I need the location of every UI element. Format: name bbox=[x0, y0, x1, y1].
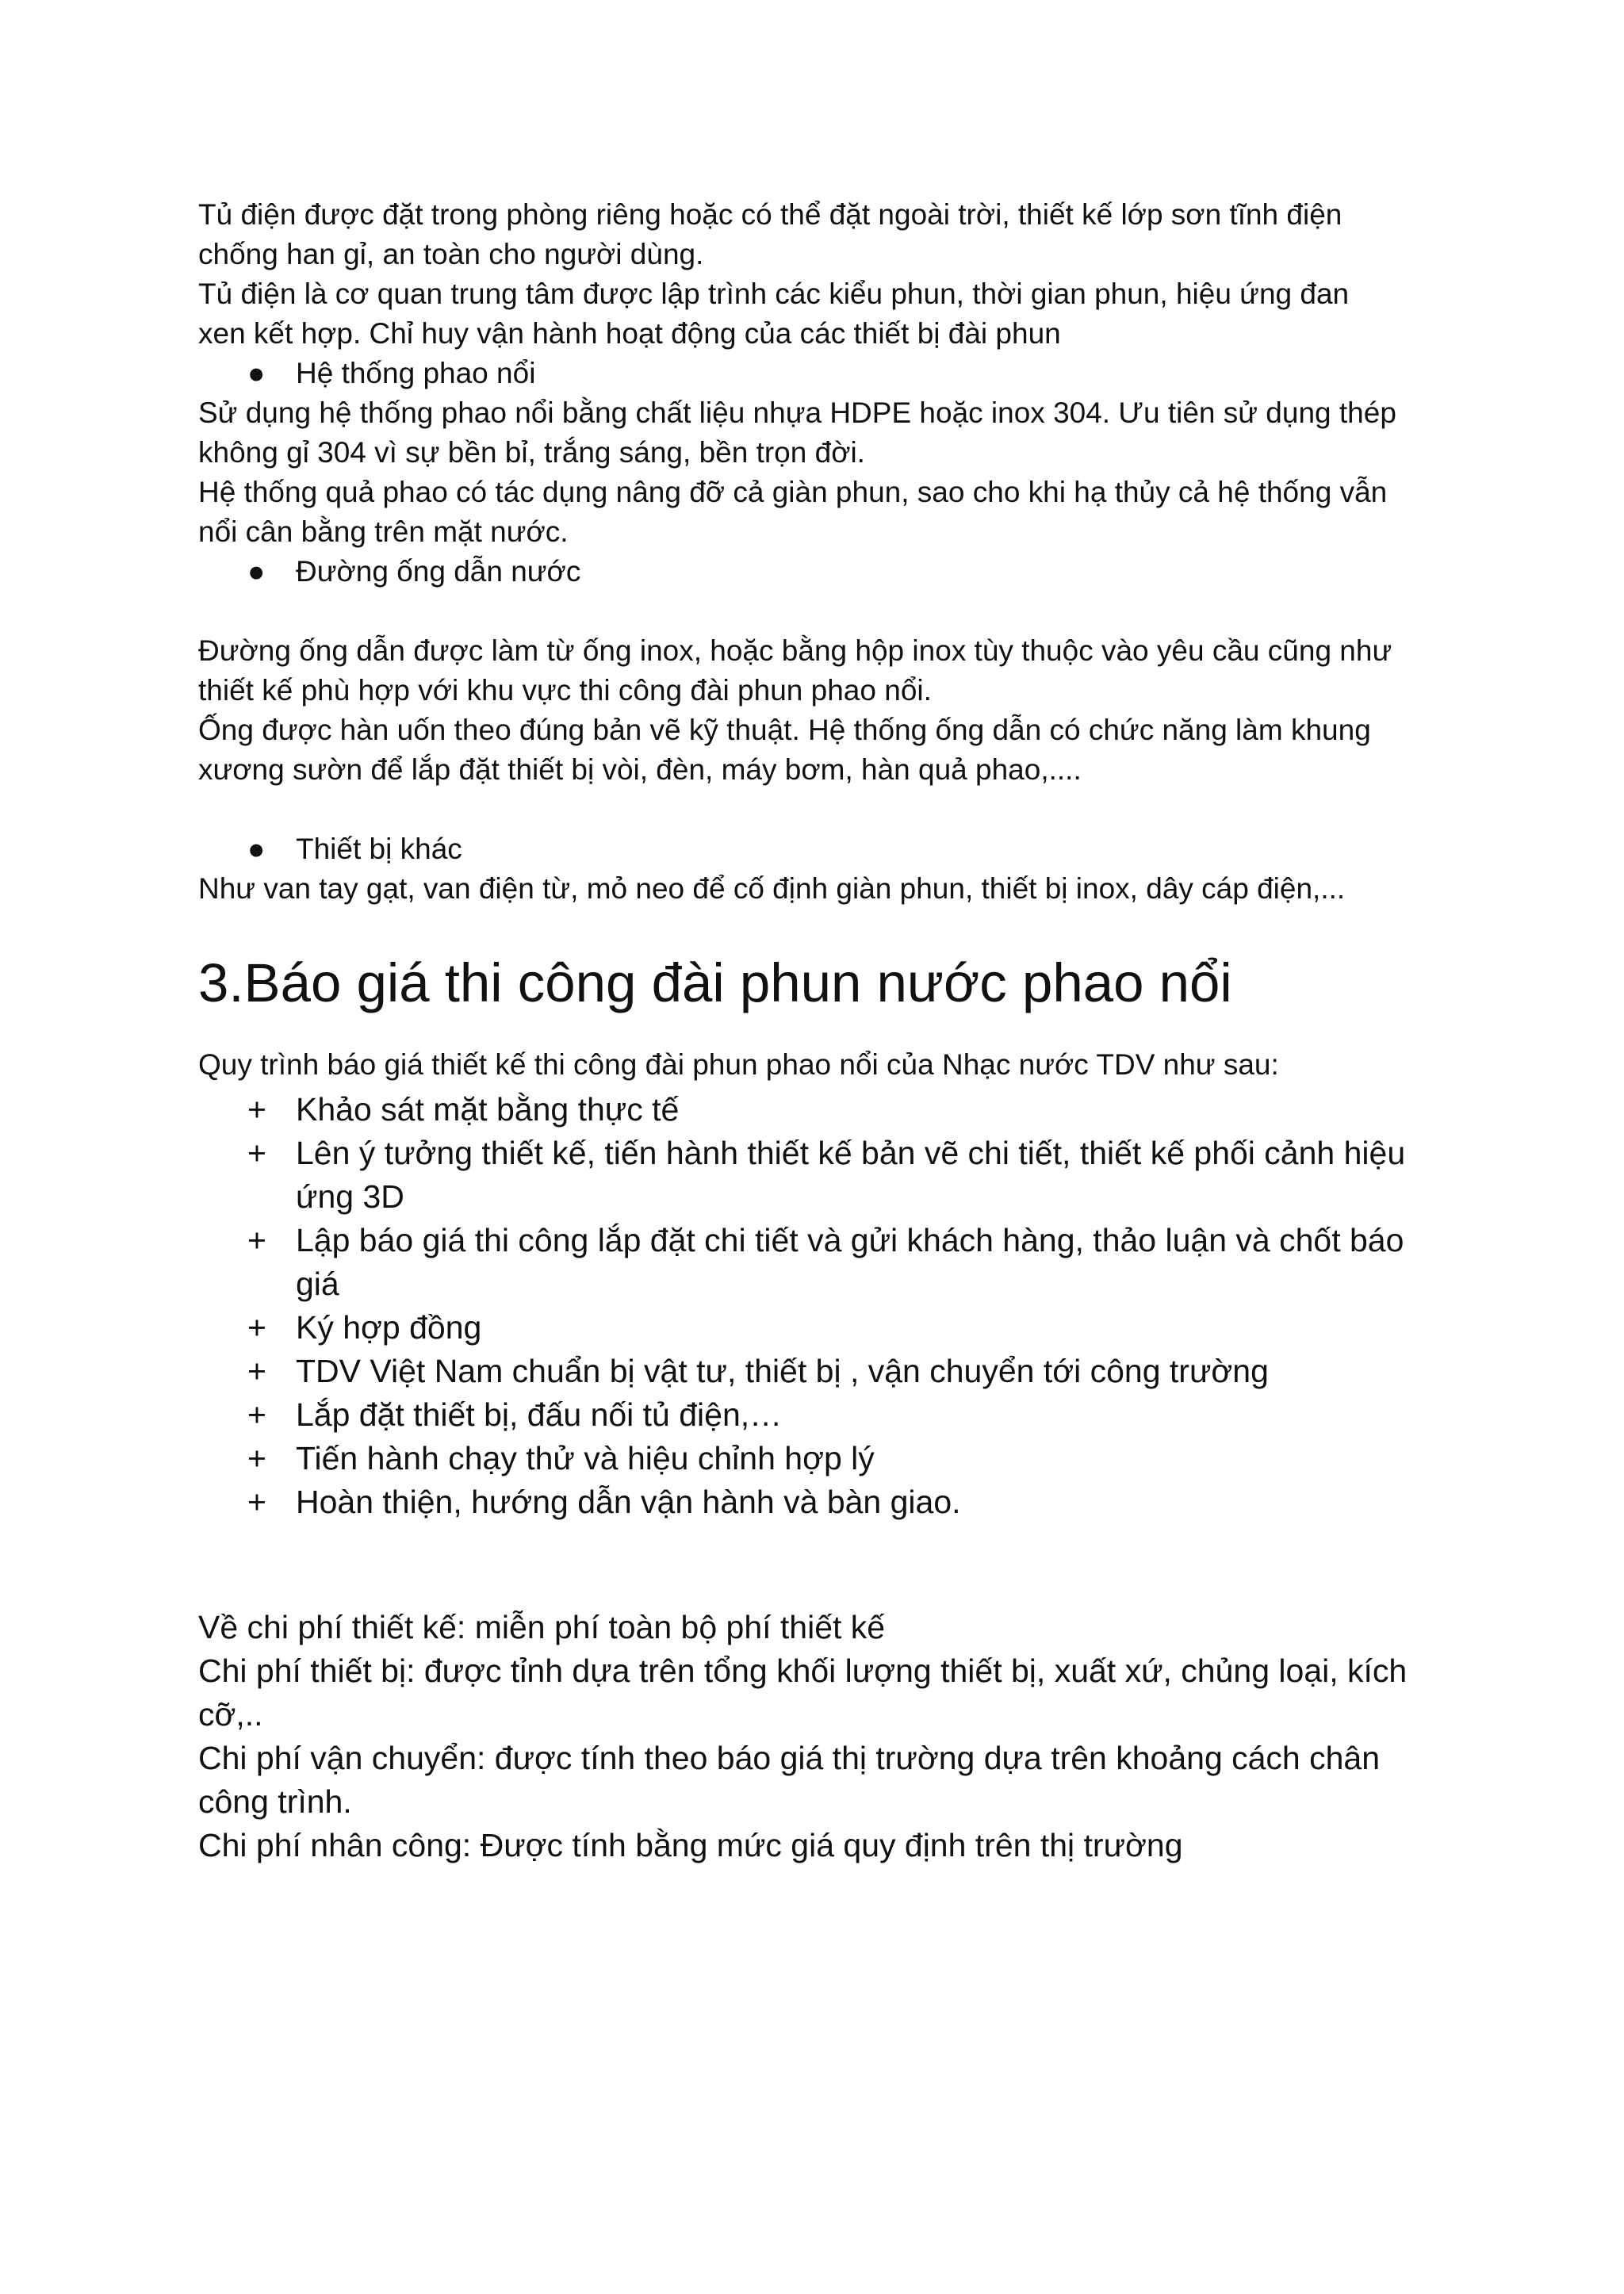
bullet-float-system bbox=[198, 354, 1435, 393]
document-body bbox=[198, 195, 1435, 1867]
step-text: Ký hợp đồng bbox=[296, 1309, 482, 1346]
list-item bbox=[198, 1437, 1435, 1480]
cost-breakdown bbox=[198, 1606, 1435, 1867]
cost-labor: Chi phí nhân công: Được tính bằng mức giá quy định trên thị trường bbox=[198, 1827, 1183, 1863]
plus-icon: + bbox=[247, 1484, 266, 1520]
bullet-label: Hệ thống phao nổi bbox=[296, 357, 536, 389]
step-text: Hoàn thiện, hướng dẫn vận hành và bàn giao. bbox=[296, 1484, 961, 1520]
text-line: nổi cân bằng trên mặt nước. bbox=[198, 515, 569, 548]
bullet-dot-icon: ● bbox=[247, 555, 266, 588]
bullet-water-pipe bbox=[198, 552, 1435, 592]
bullet-label: Đường ống dẫn nước bbox=[296, 555, 581, 588]
plus-icon: + bbox=[247, 1440, 266, 1476]
list-item bbox=[198, 1393, 1435, 1437]
section-heading: 3.Báo giá thi công đài phun nước phao nổi bbox=[198, 952, 1232, 1013]
text-line: xen kết hợp. Chỉ huy vận hành hoạt động của các thiết bị đài phun bbox=[198, 317, 1061, 350]
text-line: Tủ điện được đặt trong phòng riêng hoặc có thể đặt ngoài trời, thiết kế lớp sơn tĩnh điện bbox=[198, 198, 1342, 231]
plus-icon: + bbox=[247, 1396, 266, 1433]
cost-design: Về chi phí thiết kế: miễn phí toàn bộ phí thiết kế bbox=[198, 1609, 886, 1645]
text-line: Ống được hàn uốn theo đúng bản vẽ kỹ thuật. Hệ thống ống dẫn có chức năng làm khung bbox=[198, 714, 1371, 746]
bullet-dot-icon: ● bbox=[247, 833, 266, 865]
text-line: Tủ điện là cơ quan trung tâm được lập trình các kiểu phun, thời gian phun, hiệu ứng đan bbox=[198, 278, 1350, 310]
text-line: thiết kế phù hợp với khu vực thi công đài phun phao nổi. bbox=[198, 674, 932, 707]
list-item bbox=[198, 1219, 1435, 1306]
process-steps-list bbox=[198, 1088, 1435, 1524]
bullet-other-equipment bbox=[198, 829, 1435, 869]
text-line: Hệ thống quả phao có tác dụng nâng đỡ cả giàn phun, sao cho khi hạ thủy cả hệ thống vẫn bbox=[198, 476, 1388, 508]
list-item bbox=[198, 1088, 1435, 1132]
bullet-label: Thiết bị khác bbox=[296, 833, 462, 865]
text-line: Đường ống dẫn được làm từ ống inox, hoặc bằng hộp inox tùy thuộc vào yêu cầu cũng như bbox=[198, 634, 1392, 667]
paragraph-control-cabinet bbox=[198, 195, 1435, 354]
paragraph-float-system bbox=[198, 393, 1435, 552]
plus-icon: + bbox=[247, 1135, 266, 1171]
list-item bbox=[198, 1132, 1435, 1219]
text-line: không gỉ 304 vì sự bền bỉ, trắng sáng, bền trọn đời. bbox=[198, 436, 865, 469]
blank-line bbox=[198, 592, 1435, 631]
list-item bbox=[198, 1306, 1435, 1350]
text-line: xương sườn để lắp đặt thiết bị vòi, đèn, máy bơm, hàn quả phao,.... bbox=[198, 753, 1082, 786]
paragraph-water-pipe bbox=[198, 631, 1435, 790]
step-text: TDV Việt Nam chuẩn bị vật tư, thiết bị , vận chuyển tới công trường bbox=[296, 1353, 1269, 1389]
text-line: Sử dụng hệ thống phao nổi bằng chất liệu nhựa HDPE hoặc inox 304. Ưu tiên sử dụng thép bbox=[198, 396, 1396, 429]
step-text: Tiến hành chạy thử và hiệu chỉnh hợp lý bbox=[296, 1440, 875, 1476]
plus-icon: + bbox=[247, 1091, 266, 1128]
step-text: Lên ý tưởng thiết kế, tiến hành thiết kế bản vẽ chi tiết, thiết kế phối cảnh hiệu ứng 3D bbox=[296, 1135, 1406, 1215]
step-text: Khảo sát mặt bằng thực tế bbox=[296, 1091, 680, 1128]
step-text: Lắp đặt thiết bị, đấu nối tủ điện,… bbox=[296, 1396, 783, 1433]
list-item bbox=[198, 1480, 1435, 1524]
plus-icon: + bbox=[247, 1353, 266, 1389]
bullet-dot-icon: ● bbox=[247, 357, 266, 389]
plus-icon: + bbox=[247, 1309, 266, 1346]
list-item bbox=[198, 1350, 1435, 1393]
plus-icon: + bbox=[247, 1222, 266, 1258]
step-text: Lập báo giá thi công lắp đặt chi tiết và gửi khách hàng, thảo luận và chốt báo giá bbox=[296, 1222, 1404, 1302]
text-line: chống han gỉ, an toàn cho người dùng. bbox=[198, 238, 704, 270]
paragraph-other-equipment: Như van tay gạt, van điện từ, mỏ neo để cố định giàn phun, thiết bị inox, dây cáp điện,... bbox=[198, 872, 1346, 905]
cost-equipment: Chi phí thiết bị: được tỉnh dựa trên tổng khối lượng thiết bị, xuất xứ, chủng loại, kích cỡ,.. bbox=[198, 1653, 1408, 1733]
quote-process-intro: Quy trình báo giá thiết kế thi công đài phun phao nổi của Nhạc nước TDV như sau: bbox=[198, 1048, 1279, 1081]
blank-line bbox=[198, 790, 1435, 829]
cost-transport: Chi phí vận chuyển: được tính theo báo giá thị trường dựa trên khoảng cách chân công trình. bbox=[198, 1740, 1381, 1820]
blank-line bbox=[198, 1524, 1435, 1606]
